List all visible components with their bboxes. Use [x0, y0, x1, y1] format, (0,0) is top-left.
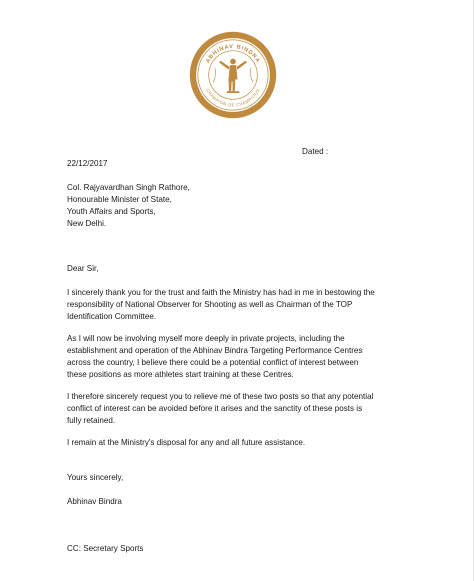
svg-text:CHAMPION OF CHAMPIONS: CHAMPION OF CHAMPIONS: [205, 87, 261, 108]
svg-text:ABHINAV BINDRA: ABHINAV BINDRA: [205, 43, 261, 65]
paragraph-line: conflict of interest can be avoided before it arises and the sanctity of these posts is: [67, 404, 363, 413]
paragraph-line: I therefore sincerely request you to relieve me of these two posts so that any potential: [67, 392, 374, 401]
paragraph-line: I remain at the Ministry's disposal for any and all future assistance.: [67, 438, 306, 447]
abhinav-bindra-seal-logo: [188, 30, 278, 120]
recipient-title: Honourable Minister of State,: [67, 195, 172, 204]
paragraph-line: these positions as more athletes start training at these Centres.: [67, 370, 294, 379]
paragraph-thanks: [67, 287, 375, 323]
paragraph-line: across the country, I believe there could be a potential conflict of interest between: [67, 358, 359, 367]
closing: Yours sincerely,: [67, 473, 124, 482]
cc-line: CC: Secretary Sports: [67, 544, 144, 553]
paragraph-line: establishment and operation of the Abhinav Bindra Targeting Performance Centres: [67, 346, 363, 355]
paragraph-line: As I will now be involving myself more deeply in private projects, including the: [67, 334, 345, 343]
salutation: Dear Sir,: [67, 264, 99, 273]
paragraph-line: Identification Committee.: [67, 312, 157, 321]
paragraph-line: fully retained.: [67, 416, 116, 425]
dated-label: Dated :: [302, 147, 329, 156]
paragraph-assistance: [67, 437, 305, 449]
paragraph-reason: [67, 333, 362, 381]
signature-name: Abhinav Bindra: [67, 497, 122, 506]
paragraph-line: responsibility of National Observer for Shooting as well as Chairman of the TOP: [67, 300, 353, 309]
recipient-name: Col. Rajyavardhan Singh Rathore,: [67, 183, 190, 192]
letter-date: 22/12/2017: [67, 159, 108, 168]
recipient-city: New Delhi.: [67, 219, 107, 228]
paragraph-request: [67, 391, 373, 427]
recipient-department: Youth Affairs and Sports,: [67, 207, 156, 216]
paragraph-line: I sincerely thank you for the trust and faith the Ministry has had in me in bestowing the: [67, 288, 375, 297]
